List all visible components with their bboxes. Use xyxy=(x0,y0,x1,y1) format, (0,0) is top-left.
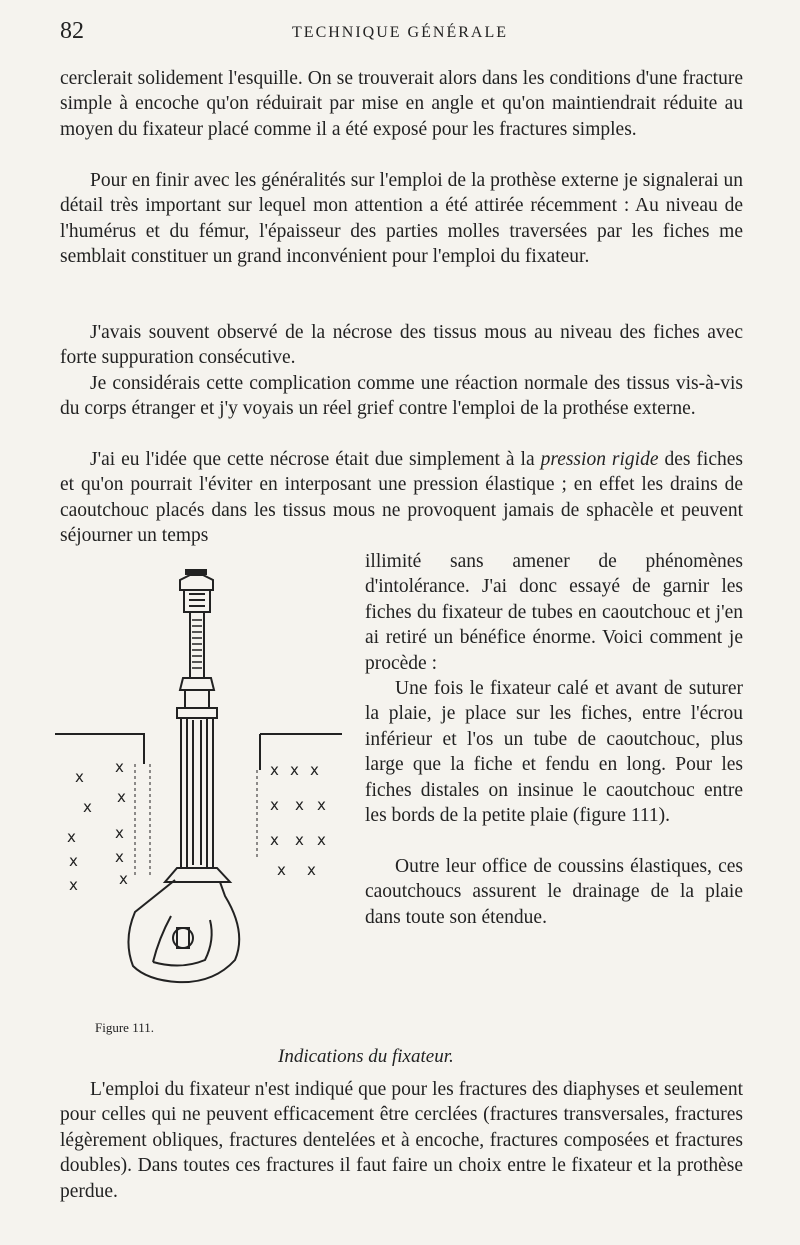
svg-text:x: x xyxy=(67,828,76,846)
figure-label: Figure 111. xyxy=(95,1020,154,1035)
svg-text:x: x xyxy=(317,796,326,814)
svg-text:x: x xyxy=(290,761,299,779)
paragraph-1: cerclerait solidement l'esquille. On se trouverait alors dans les conditions d'une fracture simple à encoche qu'on réduirait par mise en angle et qu'on maintiendrait réduite au moyen du fixateur placé comme il a été exposé pour les fractures simples. xyxy=(60,68,743,140)
svg-text:x: x xyxy=(115,758,124,776)
svg-text:x: x xyxy=(295,796,304,814)
svg-text:x: x xyxy=(69,852,78,870)
paragraph-3: J'avais souvent observé de la nécrose des tissus mous au niveau des fiches avec forte suppuration consécutive. xyxy=(60,322,743,369)
svg-text:x: x xyxy=(270,761,279,779)
fixator-figure xyxy=(55,560,360,1030)
paragraph-6: Une fois le fixateur calé et avant de suturer la plaie, je place sur les fiches, entre l'écrou inférieur et l'os un tube de caoutchouc, plus large que la fiche et fendu en long. Pour les fiches distales on insinue le caoutchouc entre les bords de la petite plaie (figure 111). xyxy=(365,678,743,827)
svg-text:x: x xyxy=(310,761,319,779)
svg-text:x: x xyxy=(295,831,304,849)
paragraph-8: L'emploi du fixateur n'est indiqué que pour les fractures des diaphyses et seulement pour celles qui ne peuvent efficacement être cerclées (fractures transversales, fractures légèrement obliques, fractures dentelées et à encoche, fractures composées et fractures doubles). Dans toutes ces fractures il faut faire un choix entre le fixateur et la prothèse perdue. xyxy=(60,1079,743,1202)
svg-text:x: x xyxy=(270,831,279,849)
paragraph-4: Je considérais cette complication comme une réaction normale des tissus vis-à-vis du corps étranger et j'y voyais un réel grief contre l'emploi de la prothése externe. xyxy=(60,373,743,420)
svg-text:x: x xyxy=(119,870,128,888)
svg-text:x: x xyxy=(317,831,326,849)
svg-text:x: x xyxy=(270,796,279,814)
svg-text:x: x xyxy=(117,788,126,806)
section-heading: Indications du fixateur. xyxy=(278,1046,454,1067)
paragraph-5 xyxy=(60,447,743,549)
svg-text:x: x xyxy=(75,768,84,786)
running-head: TECHNIQUE GÉNÉRALE xyxy=(292,24,508,41)
paragraph-7: Outre leur office de coussins élastiques, ces caoutchoucs assurent le drainage de la plaie dans toute son étendue. xyxy=(365,856,743,928)
svg-text:x: x xyxy=(115,848,124,866)
paragraph-5-emphasis: pression rigide xyxy=(540,449,659,470)
page-number: 82 xyxy=(60,18,84,44)
paragraph-5-cont: des fiches et qu'on pourrait l'éviter en interposant une pression élastique ; en effet les drains de caoutchouc placés dans les tissus mous ne provoquent jamais de sphacèle et peuvent séjourner un temps xyxy=(60,449,743,547)
svg-text:x: x xyxy=(277,861,286,879)
paragraph-2: Pour en finir avec les généralités sur l'emploi de la prothèse externe je signalerai un détail très important sur lequel mon attention a été attirée récemment : Au niveau de l'humérus et du fémur, l'épaisseur des parties molles traversées par les fiches me semblait constituer un grand inconvénient pour l'emploi du fixateur. xyxy=(60,170,743,268)
svg-text:x: x xyxy=(307,861,316,879)
svg-text:x: x xyxy=(115,824,124,842)
svg-text:x: x xyxy=(83,798,92,816)
paragraph-5-start: J'ai eu l'idée que cette nécrose était due simplement à la xyxy=(90,449,535,470)
paragraph-5-side: illimité sans amener de phénomènes d'intolérance. J'ai donc essayé de garnir les fiches du fixateur de tubes en caoutchouc et j'en ai retiré un bénéfice énorme. Voici comment je procède : xyxy=(365,551,743,674)
svg-text:x: x xyxy=(69,876,78,894)
